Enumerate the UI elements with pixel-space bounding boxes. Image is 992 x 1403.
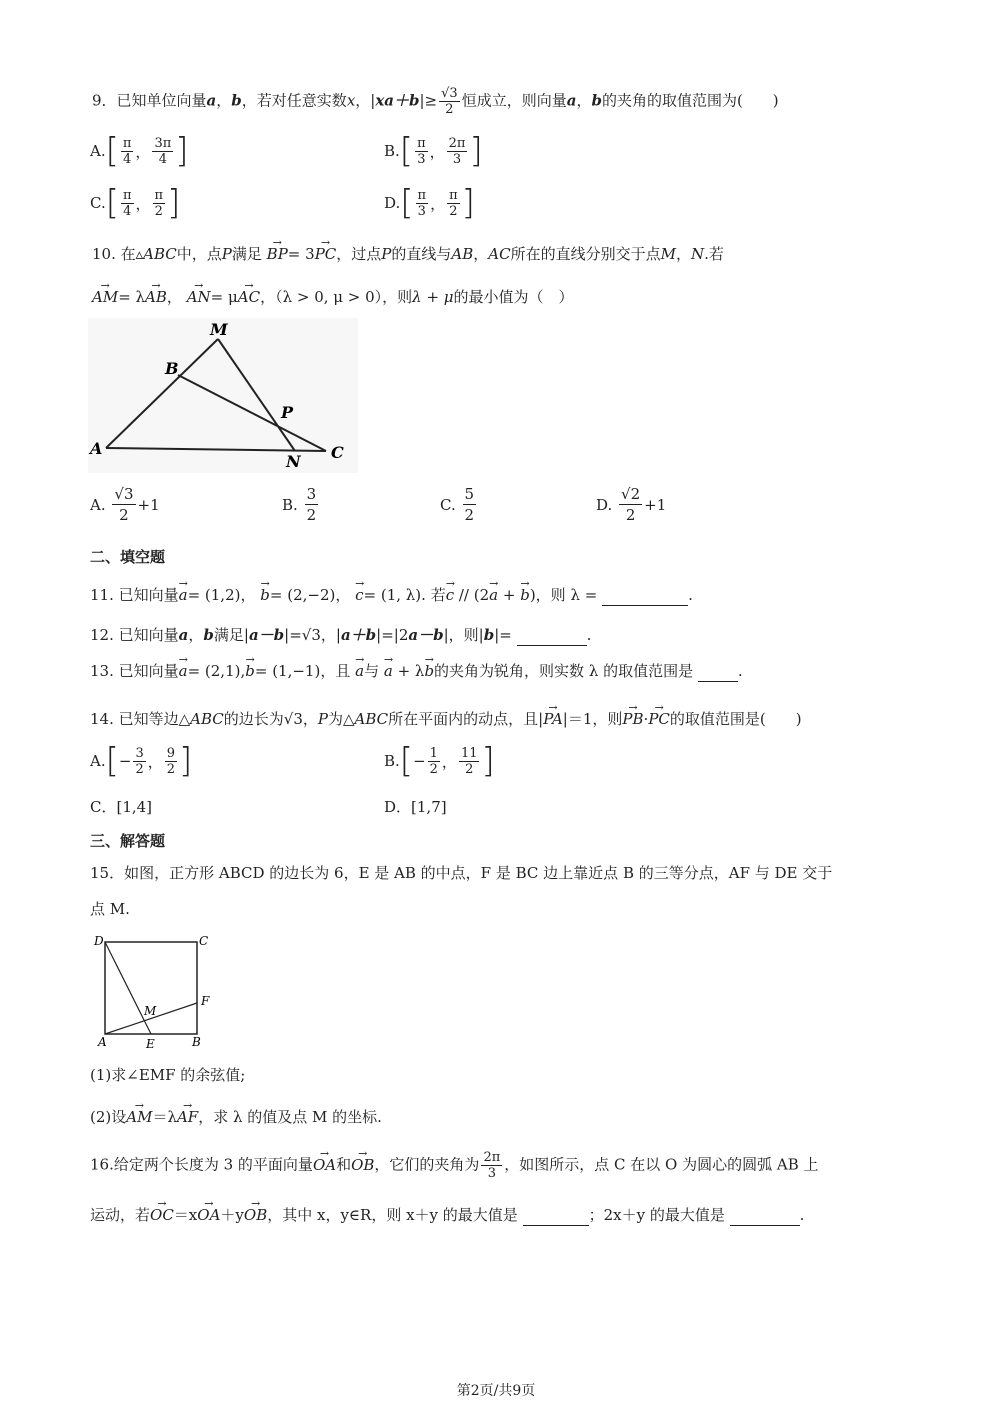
q13-text: + λ bbox=[392, 662, 425, 680]
q12-text: 满足| bbox=[213, 626, 249, 644]
q10-eq: = λ bbox=[118, 288, 146, 306]
q10-option-d[interactable] bbox=[596, 484, 666, 525]
page-footer: 第2页/共9页 bbox=[456, 1383, 536, 1399]
option-label: B. bbox=[384, 752, 400, 770]
q9-var-b: b bbox=[591, 91, 602, 110]
q15-line2: 点 M. bbox=[90, 900, 130, 918]
vector-pc: → PC bbox=[315, 243, 337, 265]
option-label: D. bbox=[384, 194, 401, 212]
vector-c: → c bbox=[446, 584, 454, 606]
frac-num: π bbox=[154, 187, 164, 203]
q9-text: ，若对任意实数 bbox=[241, 91, 347, 110]
q10-ab: AB bbox=[451, 245, 474, 263]
vector-a: → a bbox=[179, 660, 188, 682]
label-b: B bbox=[192, 1035, 201, 1049]
fraction bbox=[305, 484, 319, 525]
q12-expr: a－b bbox=[248, 626, 285, 644]
q10-text: ，（λ > 0, μ > 0），则 bbox=[260, 288, 413, 306]
q11-line bbox=[90, 584, 693, 606]
frac-den: 2 bbox=[429, 761, 438, 777]
frac-num: π bbox=[122, 135, 132, 151]
q10-text: 10. 在 bbox=[92, 245, 136, 263]
q9-text: 恒成立，则向量 bbox=[461, 91, 567, 110]
frac-den: 2 bbox=[465, 761, 474, 777]
vector-a: → a bbox=[384, 660, 393, 682]
q9-text: 9．已知单位向量 bbox=[92, 91, 207, 110]
q9-text: ，| bbox=[355, 91, 376, 110]
bracket-left: [ bbox=[399, 741, 414, 781]
q10-text: ，过点 bbox=[336, 245, 382, 263]
answer-blank[interactable] bbox=[698, 665, 738, 682]
option-label: C. bbox=[440, 495, 456, 514]
fraction bbox=[165, 746, 177, 777]
q12-text: |= bbox=[494, 626, 512, 644]
q13-text: 的夹角为锐角，则实数 λ 的取值范围是 bbox=[434, 662, 694, 680]
answer-blank[interactable] bbox=[602, 589, 688, 606]
q13-text: . bbox=[737, 662, 743, 680]
fraction bbox=[428, 746, 440, 777]
q12-expr: a－b bbox=[408, 626, 444, 644]
q14-text: 所在平面内的动点，且| bbox=[388, 710, 544, 728]
frac-den: 4 bbox=[158, 151, 167, 167]
frac-num: 1 bbox=[429, 745, 438, 761]
q10-point-p: P bbox=[381, 245, 392, 263]
q14-dot: · bbox=[643, 710, 649, 728]
fraction bbox=[152, 136, 173, 167]
frac-den: 4 bbox=[123, 203, 132, 219]
fraction bbox=[619, 484, 642, 525]
q9-option-a[interactable]: A. [ $\frac{\pi}{4}$ ， $\frac{3\pi}{4}$ ] bbox=[90, 131, 189, 171]
q10-text: 的直线与 bbox=[391, 245, 452, 263]
q10-eq: = 3 bbox=[287, 245, 315, 263]
vector-a: → a bbox=[489, 584, 498, 606]
frac-num: √3 bbox=[114, 485, 134, 503]
q9-expr: xa＋b bbox=[375, 91, 420, 110]
option-label: B. bbox=[384, 142, 400, 160]
q10-text: .若 bbox=[704, 245, 724, 263]
q14-text: 的取值范围是( ) bbox=[669, 710, 802, 728]
q9-option-b[interactable]: B. [ $\frac{\pi}{3}$ ， $\frac{2\pi}{3}$ ] bbox=[384, 131, 483, 171]
q14-abc: ABC bbox=[190, 710, 224, 728]
fraction bbox=[415, 136, 428, 167]
fraction bbox=[459, 746, 480, 777]
option-suffix: +1 bbox=[137, 495, 160, 514]
section-fill-blank: 二、填空题 bbox=[90, 548, 166, 566]
q10-option-a[interactable] bbox=[90, 484, 160, 525]
q12-text: |=|2 bbox=[376, 626, 409, 644]
q10-text: ， bbox=[166, 288, 182, 306]
q14-option-c[interactable]: C．[1,4] bbox=[90, 798, 153, 816]
frac-den: 2 bbox=[166, 761, 176, 777]
frac-den: 4 bbox=[123, 151, 132, 167]
q11-text: = (1,2)， bbox=[187, 586, 256, 604]
fraction bbox=[416, 188, 429, 219]
q16-line2 bbox=[90, 1204, 804, 1226]
q16-line1 bbox=[90, 1150, 819, 1181]
vector-a: → a bbox=[355, 660, 364, 682]
option-label: A. bbox=[90, 752, 106, 770]
fraction bbox=[463, 484, 477, 525]
frac-den: 2 bbox=[464, 506, 475, 524]
vector-oc: → OC bbox=[150, 1204, 174, 1226]
q14-text: 为△ bbox=[328, 710, 355, 728]
frac-num: 3 bbox=[306, 485, 317, 503]
q15-line1: 15．如图，正方形 ABCD 的边长为 6，E 是 AB 的中点，F 是 BC 边上靠近点 B 的三等分点，AF 与 DE 交于 bbox=[90, 864, 833, 882]
fraction bbox=[481, 1150, 502, 1181]
q10-text: 的最小值为（ ） bbox=[453, 288, 574, 306]
frac-den: 2 bbox=[306, 506, 317, 524]
frac-den: 2 bbox=[445, 102, 454, 117]
q9-text: |≥ bbox=[419, 91, 438, 110]
q15-text: ＝λ bbox=[152, 1108, 177, 1126]
bracket-left: [ bbox=[105, 741, 119, 781]
vector-af: → AF bbox=[177, 1106, 198, 1128]
q14-text: |＝1，则 bbox=[562, 710, 623, 728]
frac-den: 3 bbox=[487, 1166, 496, 1181]
q16-text: . bbox=[799, 1206, 805, 1224]
fraction bbox=[133, 746, 145, 777]
label-d: D bbox=[94, 934, 104, 948]
frac-num: 11 bbox=[460, 745, 478, 761]
label-m: M bbox=[210, 320, 228, 339]
frac-num: √2 bbox=[621, 485, 641, 503]
frac-num: 3π bbox=[154, 135, 172, 151]
q16-text: ，它们的夹角为 bbox=[374, 1155, 480, 1174]
frac-den: 2 bbox=[625, 506, 636, 524]
q12-text: 12. 已知向量 bbox=[90, 626, 179, 644]
q11-text: . bbox=[688, 586, 693, 604]
vector-pc: → PC bbox=[648, 708, 670, 730]
label-n: N bbox=[286, 452, 301, 471]
vector-ob: → OB bbox=[244, 1204, 267, 1226]
q16-text: ；2x＋y 的最大值是 bbox=[588, 1206, 725, 1224]
bracket-right: ] bbox=[481, 741, 495, 781]
frac-num: 2π bbox=[483, 1150, 501, 1165]
q15-text: ，求 λ 的值及点 M 的坐标. bbox=[198, 1108, 382, 1126]
q10-text: 所在的直线分别交于点 bbox=[510, 245, 661, 263]
frac-num: π bbox=[417, 135, 426, 151]
frac-den: 3 bbox=[417, 203, 426, 219]
section-answer: 三、解答题 bbox=[90, 832, 166, 850]
vector-bp: → BP bbox=[267, 243, 288, 265]
q10-line1 bbox=[92, 243, 724, 265]
frac-den: 2 bbox=[154, 203, 163, 219]
q11-text: )，则 λ = bbox=[529, 586, 598, 604]
q14-p: P bbox=[317, 710, 328, 728]
frac-num: 9 bbox=[166, 745, 176, 761]
q11-text: + bbox=[498, 586, 521, 604]
frac-num: π bbox=[417, 187, 427, 203]
q11-text: = (1, λ). 若 bbox=[363, 586, 446, 604]
q16-text: 和 bbox=[336, 1155, 352, 1174]
answer-blank[interactable] bbox=[523, 1209, 589, 1226]
q12-text: . bbox=[586, 626, 592, 644]
q14-line bbox=[90, 708, 802, 730]
q12-var-b: b bbox=[203, 626, 214, 644]
q16-text: 运动，若 bbox=[90, 1206, 151, 1224]
bracket-right: ] bbox=[469, 131, 483, 171]
q11-text: = (2,−2)， bbox=[269, 586, 351, 604]
q10-point-p: P bbox=[221, 245, 232, 263]
fraction bbox=[153, 188, 166, 219]
vector-an: → AN bbox=[187, 286, 211, 308]
q9-text: 的夹角的取值范围为( ) bbox=[601, 91, 779, 110]
q14-text: 的边长为√3， bbox=[223, 710, 318, 728]
frac-den: 2 bbox=[449, 203, 458, 219]
bracket-right: ] bbox=[167, 183, 181, 223]
vector-oa: → OA bbox=[197, 1204, 220, 1226]
bracket-left: [ bbox=[105, 131, 119, 171]
q15-figure bbox=[88, 928, 228, 1056]
fraction bbox=[112, 484, 135, 525]
label-f: F bbox=[201, 994, 210, 1008]
q14-option-b[interactable]: B. [ − $\frac{1}{2}$ ， $\frac{11}{2}$ ] bbox=[384, 741, 495, 781]
frac-num: π bbox=[122, 187, 132, 203]
q10-text: ， bbox=[675, 245, 691, 263]
vector-am: → AM bbox=[92, 286, 118, 308]
label-b: B bbox=[165, 359, 179, 378]
fraction bbox=[121, 188, 134, 219]
option-label: A. bbox=[90, 495, 106, 514]
vector-pb: → PB bbox=[622, 708, 643, 730]
frac-num: 2π bbox=[448, 135, 466, 151]
fraction bbox=[447, 188, 460, 219]
label-p: P bbox=[281, 403, 294, 422]
q14-abc: ABC bbox=[354, 710, 389, 728]
fraction bbox=[447, 136, 468, 167]
q10-ac: AC bbox=[488, 245, 511, 263]
option-label: C. bbox=[90, 194, 106, 212]
q12-var-a: a bbox=[178, 626, 189, 644]
q10-target: λ + μ bbox=[412, 288, 454, 306]
q10-text: ， bbox=[473, 245, 489, 263]
q10-triangle: ▵ABC bbox=[135, 245, 177, 263]
option-label: D. bbox=[596, 495, 613, 514]
vector-b: → b bbox=[520, 584, 530, 606]
q10-text: 满足 bbox=[231, 245, 262, 263]
q9-var-x: x bbox=[346, 91, 356, 110]
option-label: B. bbox=[282, 495, 298, 514]
q11-text: // (2 bbox=[454, 586, 490, 604]
vector-b: → b bbox=[245, 660, 255, 682]
bracket-left: [ bbox=[400, 183, 414, 223]
q11-text: 11. 已知向量 bbox=[90, 586, 179, 604]
label-a: A bbox=[98, 1035, 107, 1049]
label-e: E bbox=[146, 1037, 155, 1051]
minus: − bbox=[413, 752, 426, 770]
q10-eq: = μ bbox=[210, 288, 238, 306]
q9-fraction bbox=[439, 86, 460, 117]
vector-b: → b bbox=[424, 660, 434, 682]
q16-text: ＝x bbox=[173, 1206, 198, 1224]
q15-text: (2)设 bbox=[90, 1108, 127, 1126]
q9-option-d[interactable]: D. [ $\frac{\pi}{3}$ ， $\frac{\pi}{2}$ ] bbox=[384, 183, 475, 223]
q12-text: |，则| bbox=[443, 626, 484, 644]
q12-text: |=√3，| bbox=[284, 626, 341, 644]
label-m: M bbox=[144, 1004, 157, 1018]
q13-line bbox=[90, 660, 743, 682]
label-c: C bbox=[199, 934, 209, 948]
vector-a: → a bbox=[179, 584, 188, 606]
q12-text: ， bbox=[188, 626, 204, 644]
q15-part2 bbox=[90, 1106, 382, 1128]
q10-m: M bbox=[660, 245, 676, 263]
q10-option-b[interactable] bbox=[282, 484, 320, 525]
vector-ob: → OB bbox=[351, 1154, 374, 1176]
fraction bbox=[121, 136, 134, 167]
vector-pa: → PA bbox=[543, 708, 563, 730]
option-label: A. bbox=[90, 142, 106, 160]
vector-b: → b bbox=[260, 584, 270, 606]
vector-ac: → AC bbox=[238, 286, 260, 308]
frac-den: 3 bbox=[452, 151, 462, 167]
q16-text: ，如图所示，点 C 在以 O 为圆心的圆弧 AB 上 bbox=[504, 1155, 819, 1174]
bracket-left: [ bbox=[399, 131, 414, 171]
frac-den: 2 bbox=[119, 506, 129, 524]
q12-var-b: b bbox=[483, 626, 495, 644]
vector-ab: → AB bbox=[145, 286, 167, 308]
bracket-right: ] bbox=[461, 183, 475, 223]
q13-text: = (1,−1)，且 bbox=[254, 662, 351, 680]
frac-num: 5 bbox=[464, 485, 475, 503]
bracket-right: ] bbox=[179, 741, 193, 781]
q9-option-c[interactable]: C. [ $\frac{\pi}{4}$ ， $\frac{\pi}{2}$ ] bbox=[90, 183, 181, 223]
q10-option-c[interactable] bbox=[440, 484, 478, 525]
square-abcd bbox=[105, 942, 197, 1034]
q15-part1: (1)求∠EMF 的余弦值; bbox=[90, 1066, 246, 1084]
q10-text: 中，点 bbox=[176, 245, 222, 263]
q9-text: ， bbox=[216, 91, 232, 110]
minus: − bbox=[118, 752, 132, 770]
q10-figure bbox=[88, 318, 358, 473]
answer-blank[interactable] bbox=[517, 629, 587, 646]
q9-var-b: b bbox=[231, 91, 242, 110]
q13-text: 与 bbox=[364, 662, 380, 680]
option-suffix: +1 bbox=[644, 495, 667, 514]
vector-oa: → OA bbox=[313, 1154, 336, 1176]
q10-line2 bbox=[92, 286, 574, 308]
label-a: A bbox=[90, 439, 103, 458]
q9-var-a: a bbox=[206, 91, 217, 110]
vector-c: → c bbox=[355, 584, 363, 606]
q10-n: N bbox=[690, 245, 705, 263]
q9-stem: 9．已知单位向量a，b，若对任意实数x，|xa＋b|≥ $\frac{√3}{2}$ 恒成立，则向量a，b的夹角的取值范围为( ) bbox=[92, 86, 779, 117]
q9-var-a: a bbox=[566, 91, 577, 110]
q16-text: ＋y bbox=[220, 1206, 244, 1224]
q14-option-d[interactable]: D．[1,7] bbox=[384, 798, 447, 816]
q13-text: 13. 已知向量 bbox=[90, 662, 179, 680]
q14-text: 14. 已知等边△ bbox=[90, 710, 191, 728]
bracket-right: ] bbox=[175, 131, 189, 171]
vector-am: → AM bbox=[126, 1106, 152, 1128]
q12-line bbox=[90, 624, 591, 646]
q13-text: = (2,1), bbox=[187, 662, 246, 680]
q12-expr: a＋b bbox=[340, 626, 377, 644]
bracket-left: [ bbox=[105, 183, 119, 223]
q16-text: 16.给定两个长度为 3 的平面向量 bbox=[90, 1155, 313, 1174]
frac-num: √3 bbox=[441, 86, 458, 101]
frac-den: 3 bbox=[417, 151, 426, 167]
label-c: C bbox=[331, 443, 344, 462]
frac-num: π bbox=[449, 187, 458, 203]
q14-option-a[interactable]: A. [ − $\frac{3}{2}$ ， $\frac{9}{2}$ ] bbox=[90, 741, 193, 781]
q16-text: ，其中 x，y∈R，则 x＋y 的最大值是 bbox=[267, 1206, 518, 1224]
frac-num: 3 bbox=[135, 745, 144, 761]
answer-blank[interactable] bbox=[730, 1209, 800, 1226]
frac-den: 2 bbox=[135, 761, 144, 777]
